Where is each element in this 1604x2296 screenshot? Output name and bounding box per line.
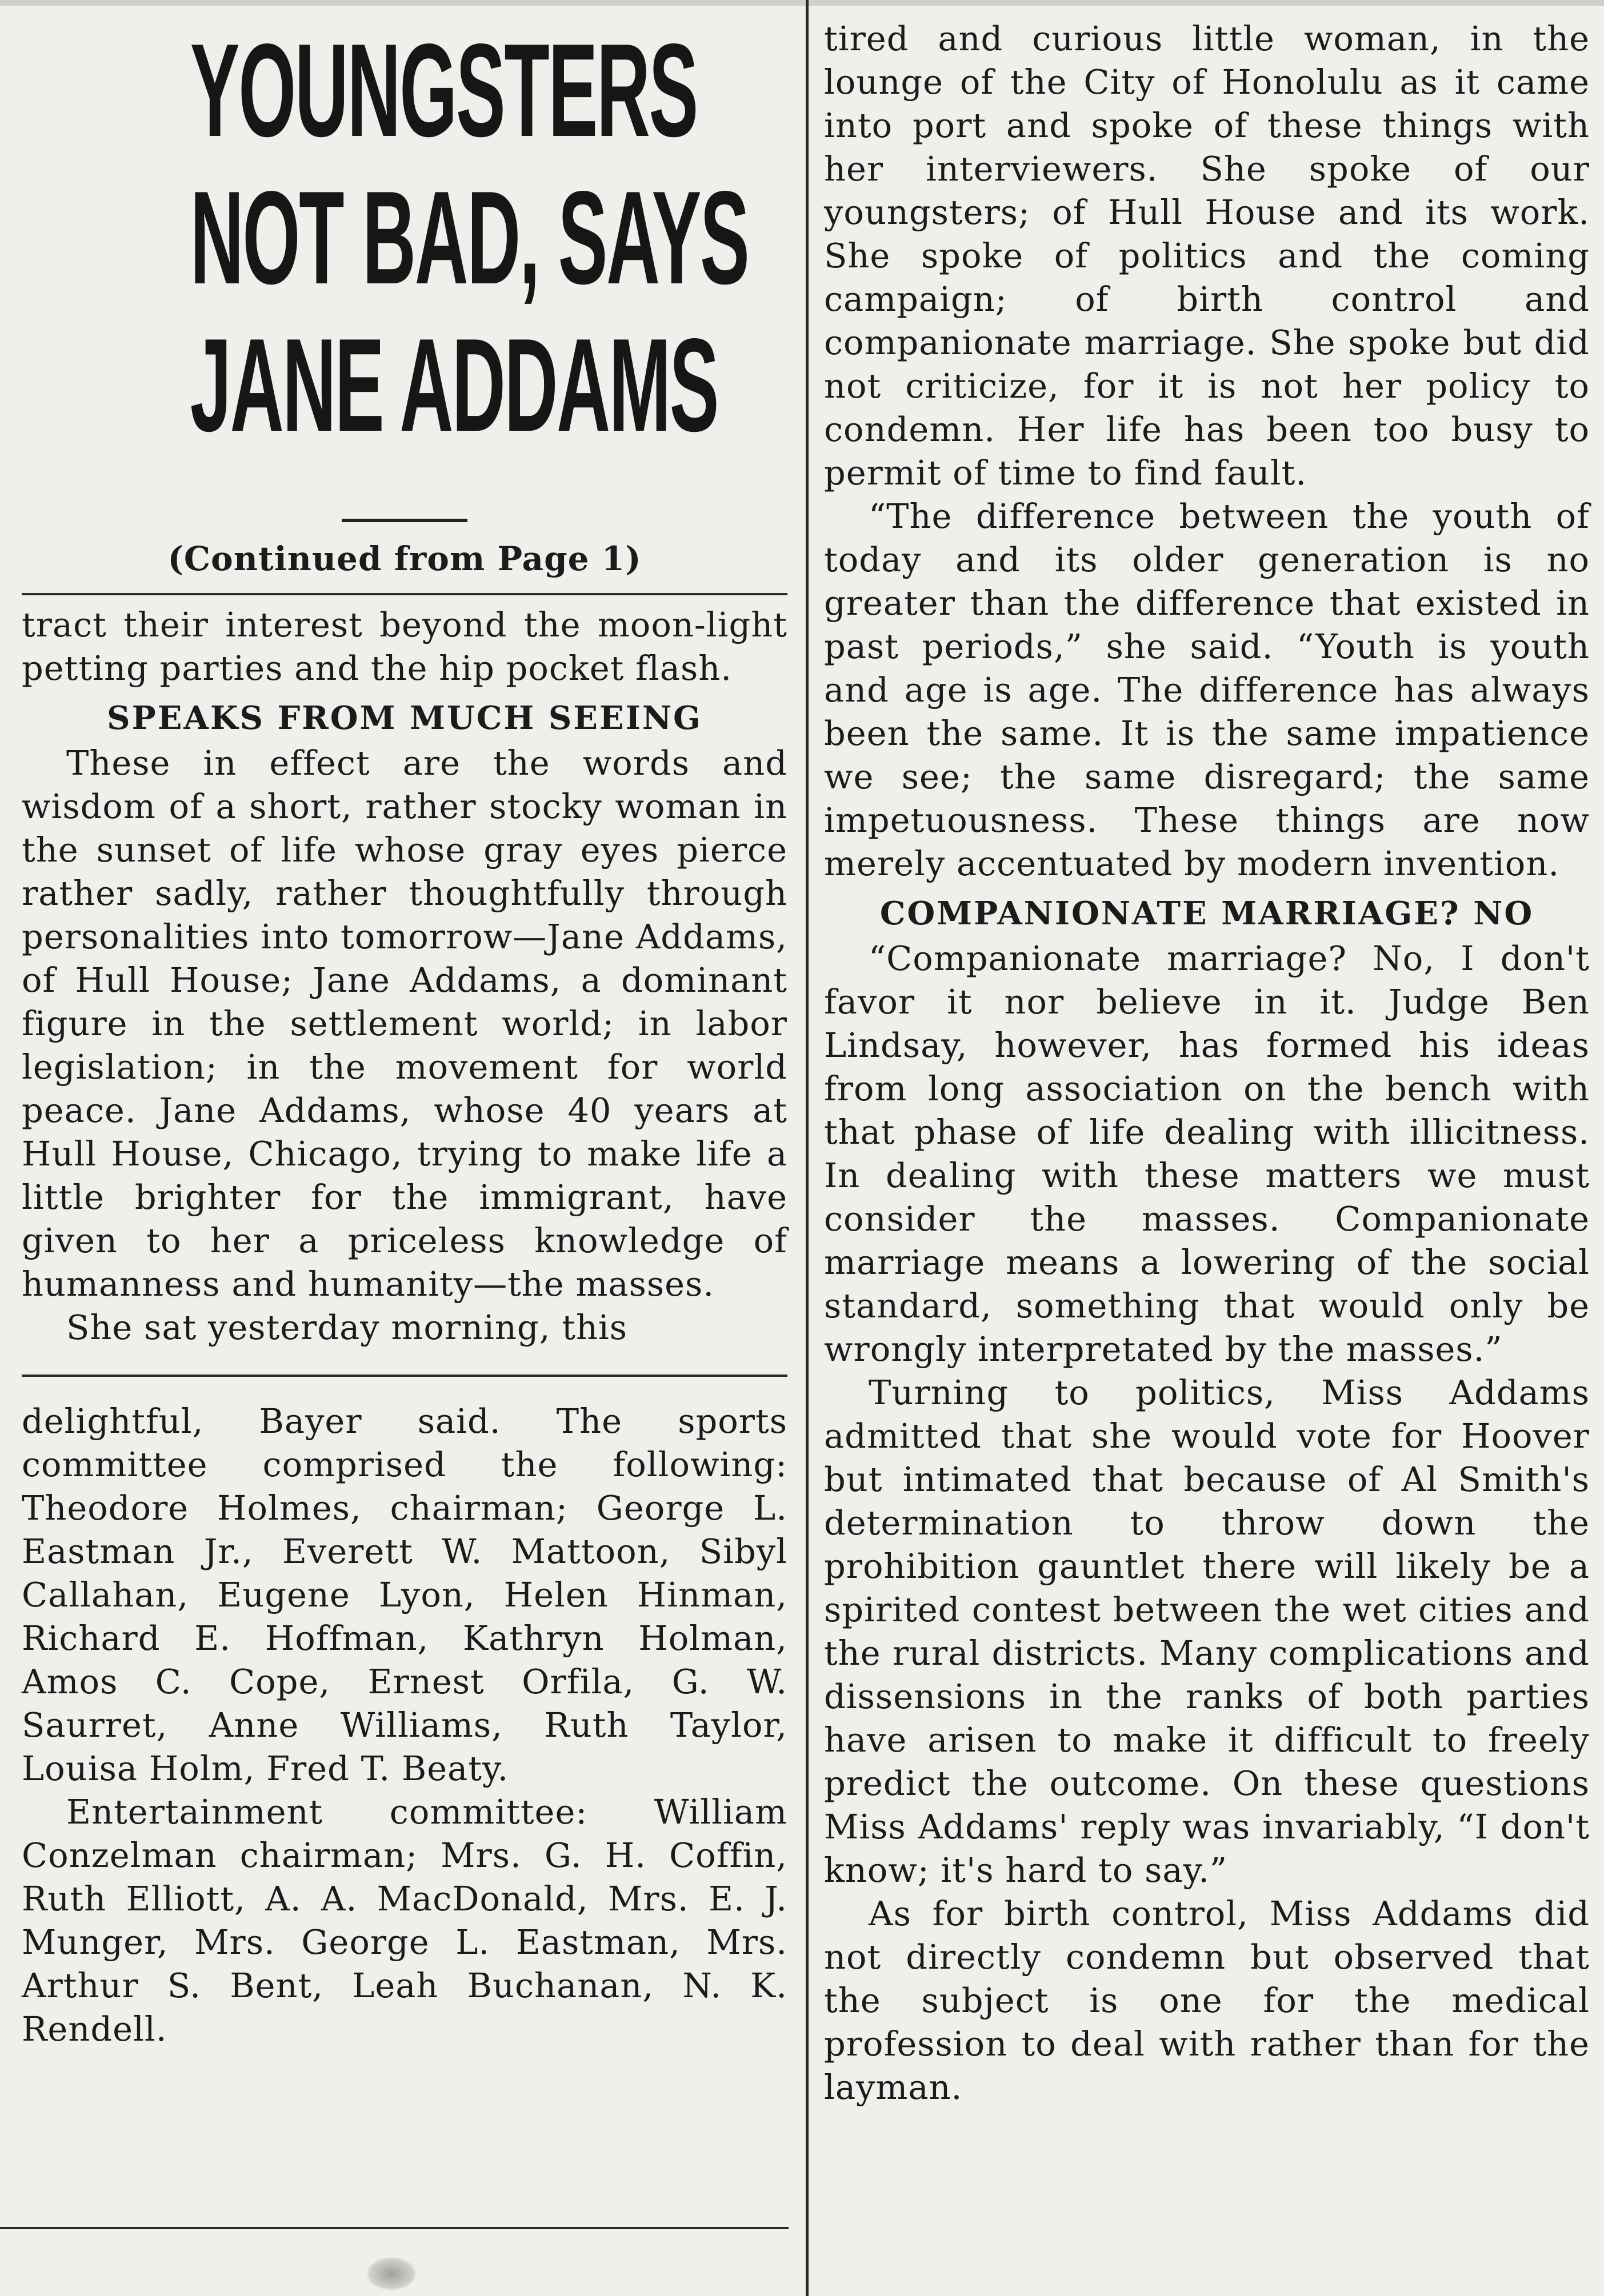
left-paragraph-3: She sat yesterday morning, this	[66, 1308, 628, 1347]
column-divider	[806, 0, 809, 2296]
subhead-companionate: COMPANIONATE MARRIAGE? NO	[879, 895, 1534, 932]
headline-line-3: JANE ADDAMS	[190, 311, 718, 459]
right-paragraph-1: tired and curious little woman, in the lounge of the City of Honolulu as it came into port and spoke of these things with her interviewers. She spoke of our youngsters; of Hull House and its work. She spoke of politics and the coming campaign; of birth control and companionate marriage. She spoke but did not criticize, for it is not her policy to condemn. Her life has been too busy to permit of time to find fault.	[824, 19, 1590, 492]
headline	[22, 17, 787, 468]
left-column	[22, 17, 787, 2051]
continued-note: (Continued from Page 1)	[167, 539, 642, 578]
right-column	[824, 17, 1590, 2109]
right-paragraph-4: Turning to politics, Miss Addams admitted that she would vote for Hoover but intimated that because of Al Smith's determination to throw down the prohibition gauntlet there will likely be a spirited contest between the wet cities and the rural districts. Many complications and dissensions in the ranks of both parties have arisen to make it difficult to freely predict the outcome. On these questions Miss Addams' reply was invariably, “I don't know; it's hard to say.”	[824, 1373, 1590, 1890]
left-paragraph-5: Entertainment committee: William Conzelman chairman; Mrs. G. H. Coffin, Ruth Elliott, A. A. MacDonald, Mrs. E. J. Munger, Mrs. George L. Eastman, Mrs. Arthur S. Bent, Leah Buchanan, N. K. Rendell.	[22, 1792, 787, 2049]
subhead-speaks: SPEAKS FROM MUCH SEEING	[107, 699, 702, 737]
right-paragraph-5: As for birth control, Miss Addams did not directly condemn but observed that the subject is one for the medical profession to deal with rather than for the layman.	[824, 1894, 1590, 2107]
left-paragraph-1: tract their interest beyond the moon-light petting parties and the hip pocket flash.	[22, 605, 787, 688]
left-paragraph-4: delightful, Bayer said. The sports committee comprised the following: Theodore Holmes, chairman; George L. Eastman Jr., Everett W. Mattoon, Sibyl Callahan, Eugene Lyon, Helen Hinman, Richard E. Hoffman, Kathryn Holman, Amos C. Cope, Ernest Orfila, G. W. Saurret, Anne Williams, Ruth Taylor, Louisa Holm, Fred T. Beaty.	[22, 1401, 787, 1788]
headline-line-2: NOT BAD, SAYS	[190, 164, 749, 312]
headline-rule	[342, 519, 467, 522]
right-paragraph-3: “Companionate marriage? No, I don't favor it nor believe in it. Judge Ben Lindsay, however, has formed his ideas from long association on the bench with that phase of life dealing with illicitness. In dealing with these matters we must consider the masses. Companionate marriage means a lowering of the social standard, something that would only be wrongly interpretated by the masses.”	[824, 939, 1590, 1369]
print-smudge	[366, 2257, 417, 2291]
left-paragraph-2: These in effect are the words and wisdom of a short, rather stocky woman in the sunset of life whose gray eyes pierce rather sadly, rather thoughtfully through personalities into tomorrow—Jane Addams, of Hull House; Jane Addams, a dominant figure in the settlement world; in labor legislation; in the movement for world peace. Jane Addams, whose 40 years at Hull House, Chicago, trying to make life a little brighter for the immigrant, have given to her a priceless knowledge of humanness and humanity—the masses.	[22, 743, 787, 1304]
section-rule	[22, 593, 787, 595]
headline-line-1: YOUNGSTERS	[190, 17, 697, 165]
right-paragraph-2: “The difference between the youth of today and its older generation is no greater than the difference that existed in past periods,” she said. “Youth is youth and age is age. The difference has always been the same. It is the same impatience we see; the same disregard; the same impetuousness. These things are now merely accentuated by modern invention.	[824, 496, 1590, 883]
article-break-rule	[22, 1375, 787, 1377]
top-border	[0, 0, 1604, 6]
bottom-rule	[0, 2227, 789, 2229]
